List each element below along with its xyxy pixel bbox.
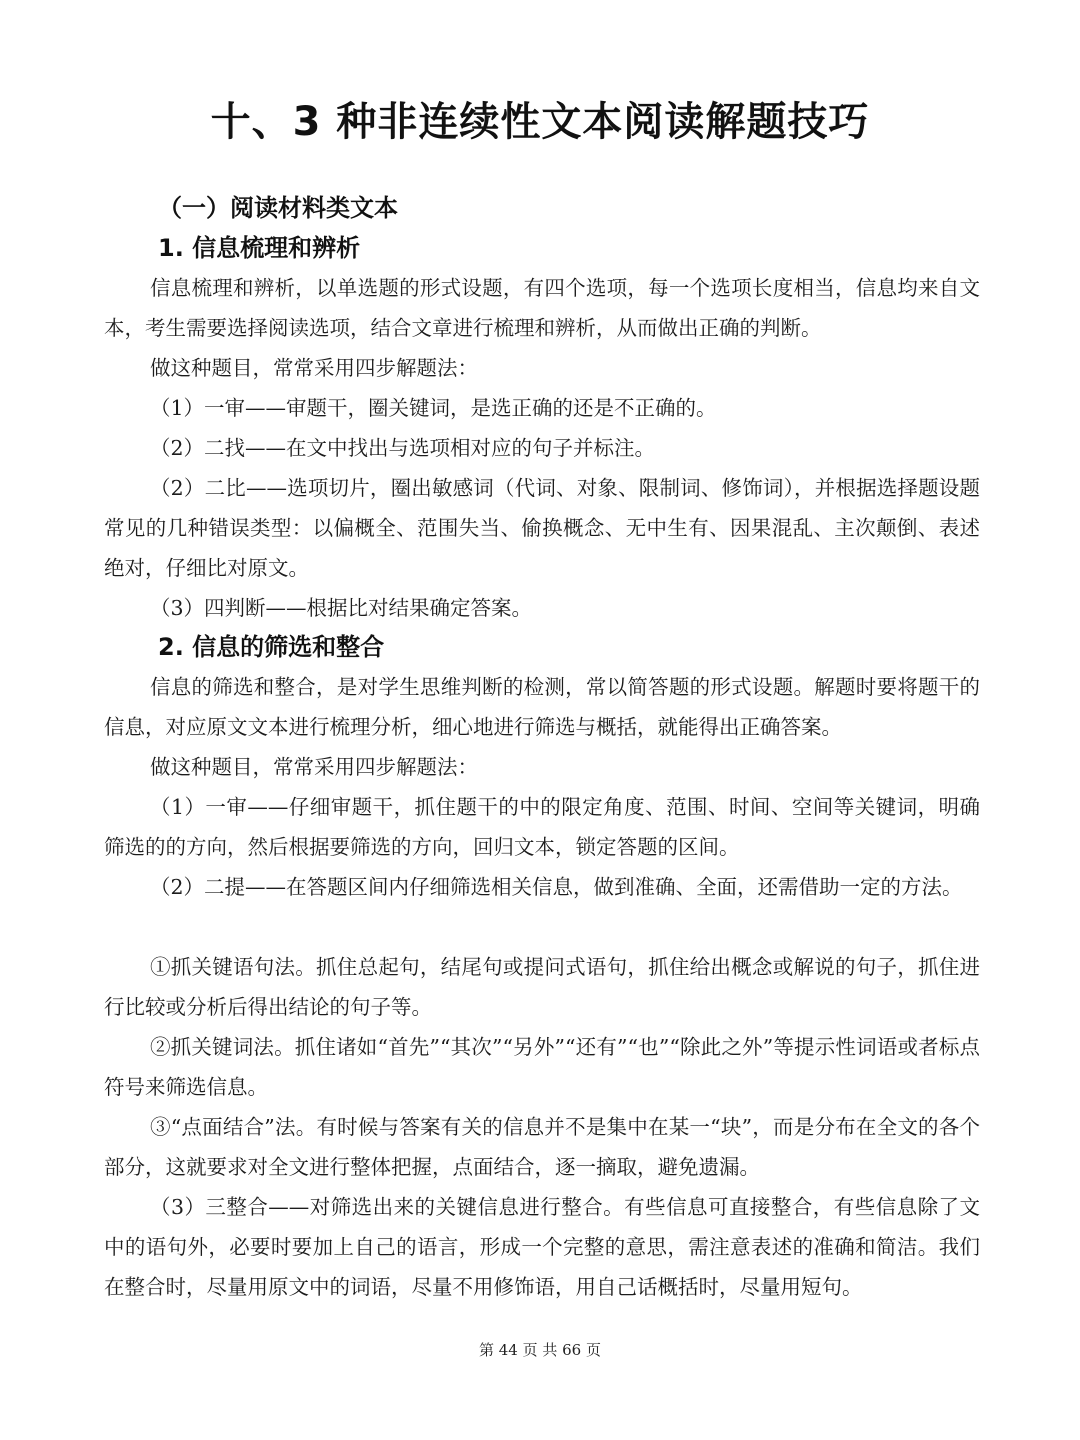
paragraph: 信息梳理和辨析，以单选题的形式设题，有四个选项，每一个选项长度相当，信息均来自文本，考生需要选择阅读选项，结合文章进行梳理和辨析，从而做出正确的判断。 bbox=[104, 276, 980, 340]
paragraph: 做这种题目，常常采用四步解题法： bbox=[150, 356, 478, 380]
step-item: （1）一审——仔细审题干，抓住题干的中的限定角度、范围、时间、空间等关键词，明确筛选的的方向，然后根据要筛选的方向，回归文本，锁定答题的区间。 bbox=[104, 795, 980, 859]
step-item: （3）三整合——对筛选出来的关键信息进行整合。有些信息可直接整合，有些信息除了文中的语句外，必要时要加上自己的语言，形成一个完整的意思，需注意表述的准确和简洁。我们在整合时，尽量用原文中的词语，尽量不用修饰语，用自己话概括时，尽量用短句。 bbox=[104, 1195, 980, 1299]
page-title: 十、3 种非连续性文本阅读解题技巧 bbox=[210, 99, 870, 145]
step-item: （2）二提——在答题区间内仔细筛选相关信息，做到准确、全面，还需借助一定的方法。 bbox=[150, 875, 963, 899]
page-footer: 第 44 页 共 66 页 bbox=[478, 1341, 601, 1359]
paragraph: 做这种题目，常常采用四步解题法： bbox=[150, 755, 478, 779]
paragraph: 信息的筛选和整合，是对学生思维判断的检测，常以简答题的形式设题。解题时要将题干的信息，对应原文文本进行梳理分析，细心地进行筛选与概括，就能得出正确答案。 bbox=[104, 675, 980, 739]
method-item: ②抓关键词法。抓住诸如“首先”“其次”“另外”“还有”“也”“除此之外”等提示性词语或者标点符号来筛选信息。 bbox=[104, 1035, 980, 1099]
method-item: ③“点面结合”法。有时候与答案有关的信息并不是集中在某一“块”，而是分布在全文的各个部分，这就要求对全文进行整体把握，点面结合，逐一摘取，避免遗漏。 bbox=[104, 1115, 980, 1179]
subsection-heading-1: 1. 信息梳理和辨析 bbox=[158, 234, 361, 262]
step-item: （2）二比——选项切片，圈出敏感词（代词、对象、限制词、修饰词），并根据选择题设题常见的几种错误类型：以偏概全、范围失当、偷换概念、无中生有、因果混乱、主次颠倒、表述绝对，仔细比对原文。 bbox=[104, 476, 980, 580]
section-heading: （一）阅读材料类文本 bbox=[158, 194, 398, 222]
step-item: （1）一审——审题干，圈关键词，是选正确的还是不正确的。 bbox=[150, 396, 717, 420]
subsection-heading-2: 2. 信息的筛选和整合 bbox=[158, 633, 385, 661]
method-item: ①抓关键语句法。抓住总起句，结尾句或提问式语句，抓住给出概念或解说的句子，抓住进行比较或分析后得出结论的句子等。 bbox=[104, 955, 980, 1019]
step-item: （3）四判断——根据比对结果确定答案。 bbox=[150, 596, 533, 620]
step-item: （2）二找——在文中找出与选项相对应的句子并标注。 bbox=[150, 436, 656, 460]
